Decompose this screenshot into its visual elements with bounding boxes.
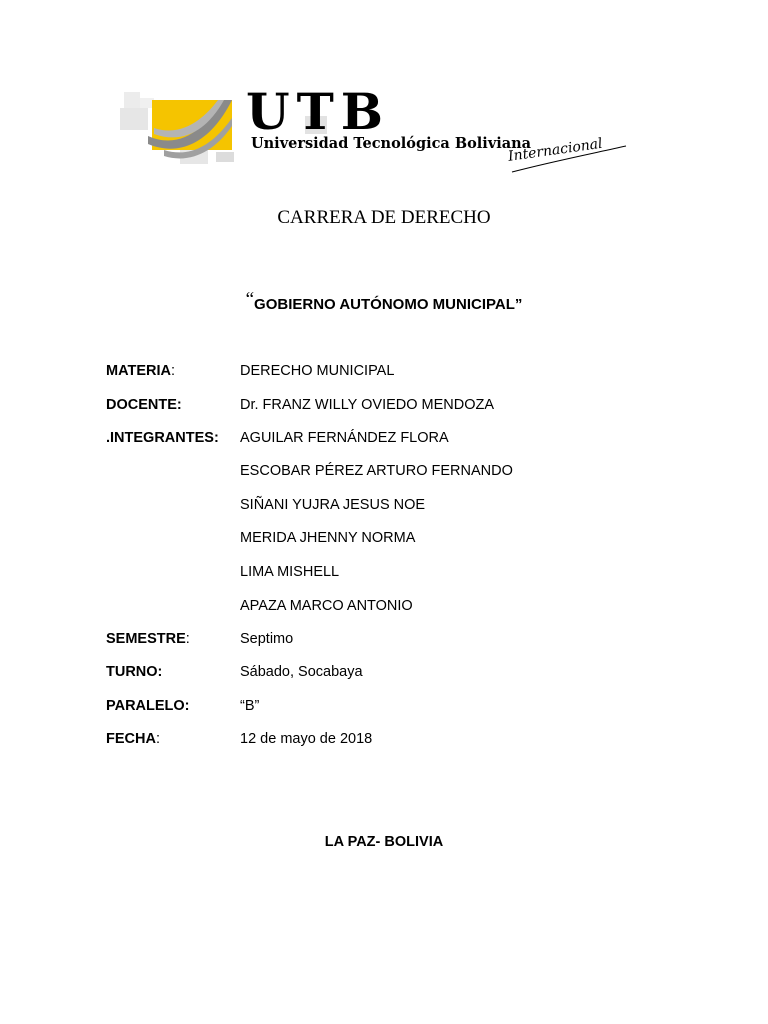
fecha-value: 12 de mayo de 2018 (240, 731, 373, 747)
place-footer: LA PAZ- BOLIVIA (324, 834, 444, 850)
member-item: LIMA MISHELL (240, 564, 340, 580)
paralelo-label: PARALELO: (106, 698, 190, 714)
docente-label: DOCENTE: (106, 397, 182, 413)
member-item: ESCOBAR PÉREZ ARTURO FERNANDO (240, 463, 513, 479)
turno-label: TURNO: (106, 664, 163, 680)
materia-colon: : (170, 363, 176, 379)
fecha-label: FECHA (106, 731, 156, 747)
member-item: MERIDA JHENNY NORMA (240, 530, 416, 546)
semestre-colon: : (185, 631, 190, 647)
utb-letters: UTB (246, 82, 391, 141)
integrantes-label: .INTEGRANTES: (106, 430, 219, 446)
member-item: AGUILAR FERNÁNDEZ FLORA (240, 430, 449, 446)
international-script: Internacional (507, 135, 604, 165)
document-title (0, 289, 768, 316)
title-text: GOBIERNO AUTÓNOMO MUNICIPAL” (254, 296, 523, 313)
docente-value: Dr. FRANZ WILLY OVIEDO MENDOZA (240, 397, 495, 413)
semestre-value: Septimo (240, 631, 294, 647)
materia-value: DERECHO MUNICIPAL (240, 363, 395, 379)
member-item: SIÑANI YUJRA JESUS NOE (240, 497, 426, 513)
member-item: APAZA MARCO ANTONIO (240, 598, 413, 614)
materia-label: MATERIA (106, 363, 171, 379)
paralelo-value: “B” (240, 698, 260, 714)
university-name: Universidad Tecnológica Boliviana (251, 135, 532, 152)
title-open-quote: “ (245, 289, 255, 310)
semestre-label: SEMESTRE (106, 631, 186, 647)
career-heading: CARRERA DE DERECHO (277, 207, 491, 228)
utb-logo (120, 82, 640, 188)
turno-value: Sábado, Socabaya (240, 664, 363, 680)
fecha-colon: : (155, 731, 160, 747)
